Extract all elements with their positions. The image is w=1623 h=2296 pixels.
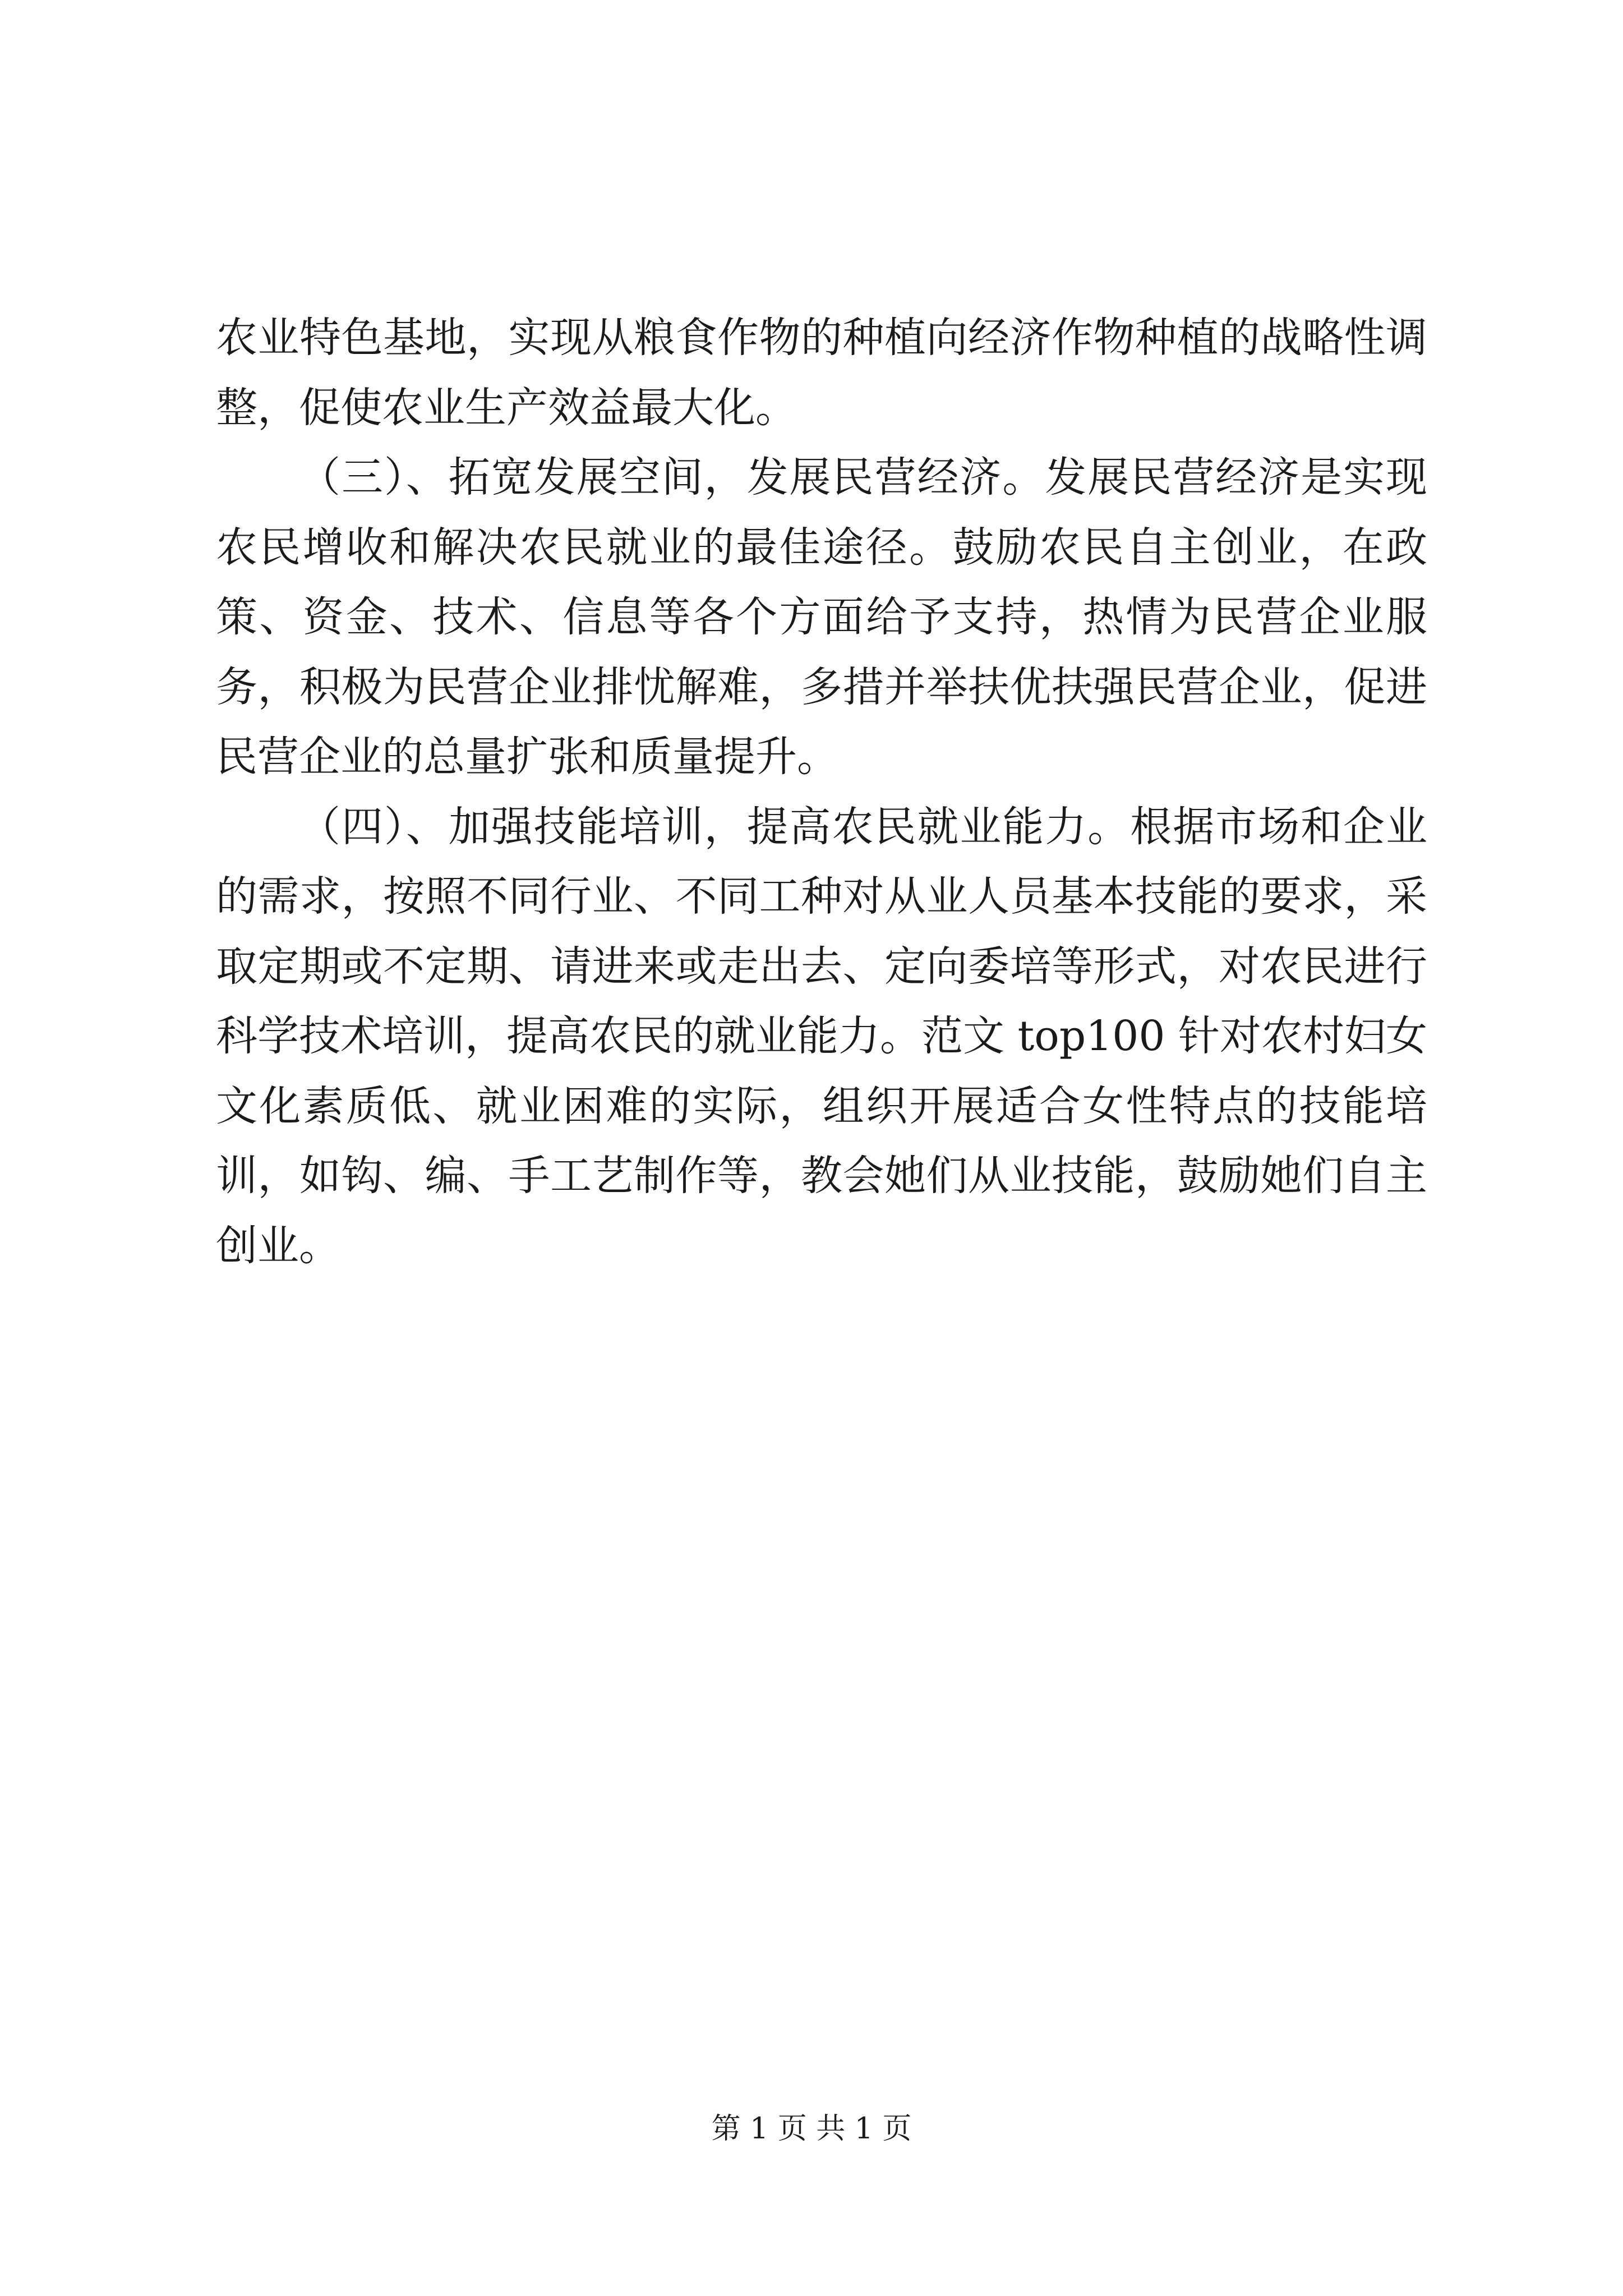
paragraph-3: （四）、加强技能培训，提高农民就业能力。根据市场和企业的需求，按照不同行业、不同工种对从业人员基本技能的要求，采取定期或不定期、请进来或走出去、定向委培等形式，对农民进行科学技术培训，提高农民的就业能力。范文 top100 针对农村妇女文化素质低、就业困难的实际，组织开展适合女性特点的技能培训，如钩、编、手工艺制作等，教会她们从业技能，鼓励她们自主创业。 xyxy=(216,802,1427,1270)
document-body xyxy=(216,303,1427,1281)
paragraph-2: （三）、拓宽发展空间，发展民营经济。发展民营经济是实现农民增收和解决农民就业的最佳途径。鼓励农民自主创业，在政策、资金、技术、信息等各个方面给予支持，热情为民营企业服务，积极为民营企业排忧解难，多措并举扶优扶强民营企业，促进民营企业的总量扩张和质量提升。 xyxy=(216,453,1427,781)
paragraph-1: 农业特色基地，实现从粮食作物的种植向经济作物种植的战略性调整，促使农业生产效益最大化。 xyxy=(216,314,1427,432)
page-footer: 第 1 页 共 1 页 xyxy=(711,2112,912,2146)
